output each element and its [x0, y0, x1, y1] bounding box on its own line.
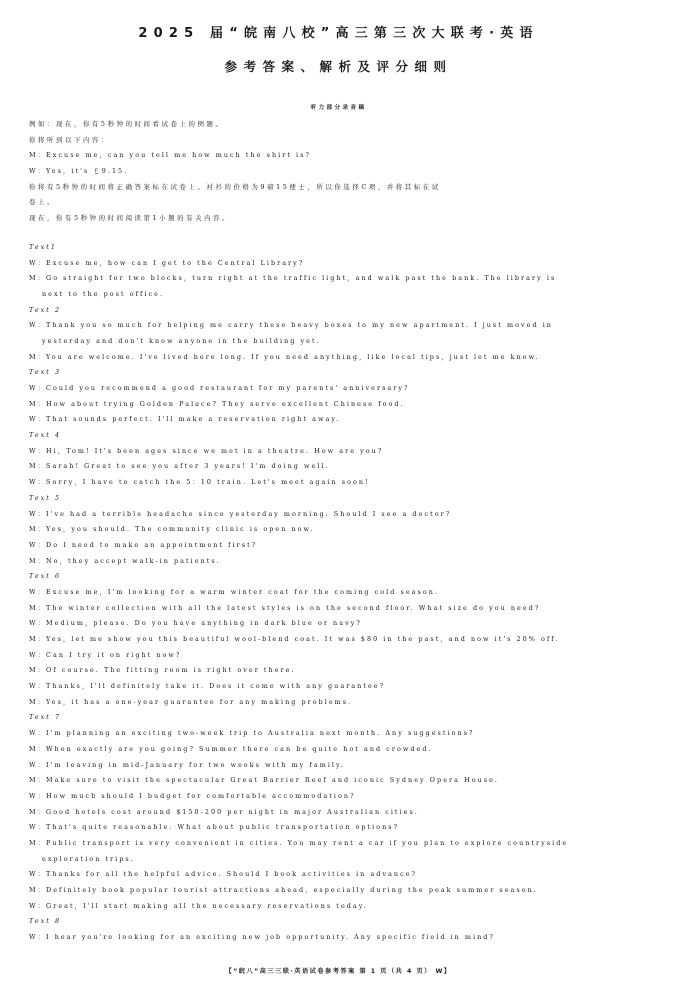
transcript-line: M：Make sure to visit the spectacular Great Barrier Reef and iconic Sydney Opera House.: [29, 776, 499, 785]
transcript-line: W：I've had a terrible headache since yesterday morning. Should I see a doctor?: [29, 509, 452, 518]
blank-spacer: [29, 227, 649, 240]
transcript-line: M：Excuse me，can you tell me how much the shirt is?: [29, 151, 311, 160]
transcript-line: W：That sounds perfect. I'll make a reservation right away.: [29, 415, 341, 424]
transcript-line: W：Excuse me，how can I get to the Central Library?: [29, 258, 305, 267]
transcript-line: W：That's quite reasonable. What about public transportation options?: [29, 823, 400, 832]
transcript-line: M：How about trying Golden Palace? They serve excellent Chinese food.: [29, 399, 405, 408]
transcript-line: M：Go straight for two blocks，turn right at the traffic light，and walk past the bank. The library is: [29, 274, 557, 283]
transcript-line: M：Yes，you should. The community clinic is open now.: [29, 525, 315, 534]
transcript-line: W：Medium，please. Do you have anything in dark blue or navy?: [29, 619, 362, 628]
text-heading: Text 6: [29, 572, 62, 581]
transcript-line: M：Sarah! Great to see you after 3 years! I'm doing well.: [29, 462, 330, 471]
text-heading: Text 3: [29, 368, 62, 377]
transcript-line: 你将听到以下内容：: [29, 135, 110, 144]
transcript-body: [29, 117, 649, 946]
transcript-line: W：I'm leaving in mid-January for two weeks with my family.: [29, 760, 345, 769]
transcript-line: W：Do I need to make an appointment first?: [29, 540, 258, 549]
text-heading: Text 8: [29, 917, 62, 926]
transcript-line: W：Thanks，I'll definitely take it. Does it come with any guarantee?: [29, 682, 386, 691]
transcript-line: M：Yes，let me show you this beautiful wool-blend coat. It was $80 in the past，and now it's 20% off.: [29, 635, 560, 643]
transcript-line: M：You are welcome. I've lived here long. If you need anything，like local tips，just let me know.: [29, 352, 540, 361]
transcript-line: M：Good hotels cost around $150-200 per night in major Australian cities.: [29, 807, 419, 816]
transcript-line: W：Excuse me，I'm looking for a warm winter coat for the coming cold season.: [29, 587, 439, 596]
transcript-line: W：Great，I'll start making all the necessary reservations today.: [29, 901, 368, 910]
section-heading: 听力部分录音稿: [310, 105, 367, 111]
transcript-line: W：Sorry，I have to catch the 5：10 train. Let's meet again soon!: [29, 478, 370, 487]
transcript-line: 例如：现在，你有5秒钟的时间看试卷上的例题。: [29, 120, 225, 128]
transcript-line: W：Hi，Tom! It's been ages since we met in a theatre. How are you?: [29, 446, 384, 455]
transcript-line: W：I hear you're looking for an exciting new job opportunity. Any specific field in mind?: [29, 933, 495, 942]
transcript-line: W：Can I try it on right now?: [29, 650, 182, 659]
transcript-line: W：Thank you so much for helping me carry these heavy boxes to my new apartment. I just moved in: [29, 321, 553, 330]
transcript-line: W：Yes，it's ￡9.15.: [29, 167, 129, 176]
page-footer: 【“皖八”高三三联·英语试卷参考答案 第 1 页（共 4 页） W】: [225, 968, 452, 975]
transcript-line: M：Of course. The fitting room is right over there.: [29, 666, 296, 675]
text-heading: Text1: [29, 242, 58, 251]
transcript-line: next to the post office.: [42, 289, 165, 298]
transcript-line: M：Public transport is very convenient in cities. You may rent a car if you plan to explore countryside: [29, 838, 569, 847]
transcript-line: W：I'm planning an exciting two-week trip to Australia next month. Any suggestions?: [29, 729, 475, 738]
transcript-line: M：No，they accept walk-in patients.: [29, 556, 221, 565]
transcript-line: M：When exactly are you going? Summer there can be quite hot and crowded.: [29, 744, 433, 753]
transcript-line: M：Yes，it has a one-year guarantee for any making problems.: [29, 697, 353, 706]
transcript-line: M：Definitely book popular tourist attractions ahead，especially during the peak summer season.: [29, 886, 538, 894]
text-heading: Text 2: [29, 305, 62, 314]
transcript-line: W：Thanks for all the helpful advice. Should I book activities in advance?: [29, 870, 418, 879]
transcript-line: W：How much should I budget for comfortable accommodation?: [29, 791, 356, 800]
transcript-line: 卷上。: [29, 198, 56, 207]
text-heading: Text 7: [29, 713, 62, 722]
transcript-line: exploration trips.: [42, 854, 135, 863]
transcript-line: W：Could you recommend a good restaurant for my parents' anniversary?: [29, 384, 410, 392]
answer-key-subtitle: 参考答案、解析及评分细则: [224, 59, 453, 74]
text-heading: Text 5: [29, 493, 62, 502]
text-heading: Text 4: [29, 431, 62, 440]
transcript-line: 你将有5秒钟的时间将正确答案标在试卷上。衬衫的价格为9磅15便士，所以你选择C项，并将其标在试: [29, 182, 441, 191]
transcript-line: yesterday and don't know anyone in the building yet.: [42, 336, 321, 345]
exam-title: 2025 届“皖南八校”高三第三次大联考·英语: [138, 26, 539, 41]
transcript-line: M：The winter collection with all the latest styles is on the second floor. What size do you need?: [29, 603, 541, 612]
transcript-line: 现在，你有5秒钟的时间阅读第1小题的有关内容。: [29, 214, 232, 223]
